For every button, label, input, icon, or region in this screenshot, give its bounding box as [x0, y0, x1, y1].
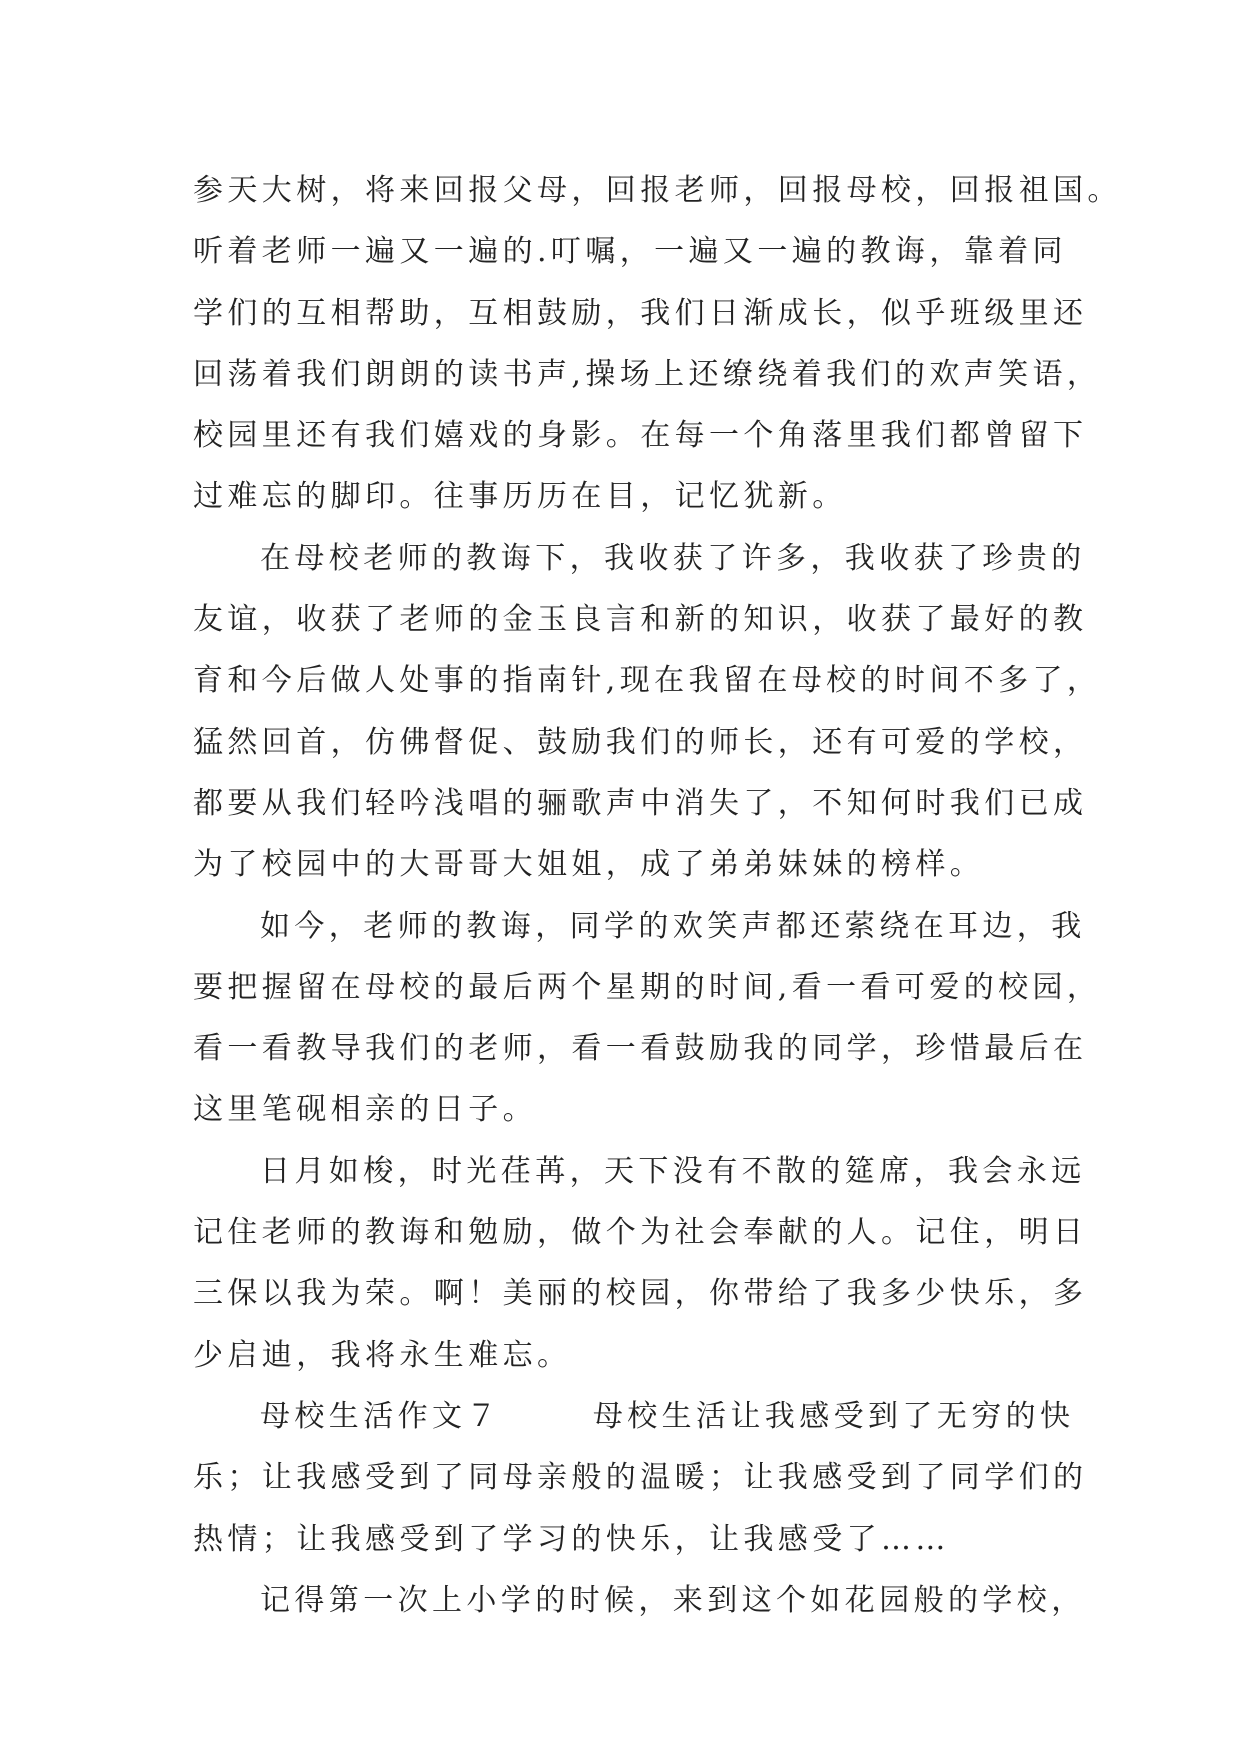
text-line: 三保以我为荣。啊！美丽的校园，你带给了我多少快乐，多 — [193, 1276, 1088, 1312]
text-line: 都要从我们轻吟浅唱的骊歌声中消失了，不知何时我们已成 — [193, 785, 1088, 821]
section-heading-line — [193, 1386, 1073, 1447]
text-line: 过难忘的脚印。往事历历在目，记忆犹新。 — [193, 479, 847, 515]
section-heading-title: 母校生活作文７ — [260, 1398, 501, 1434]
paragraph-start-line: 如今，老师的教诲，同学的欢笑声都还萦绕在耳边，我 — [260, 908, 1086, 944]
document-body — [193, 160, 1122, 1631]
text-line: 校园里还有我们嬉戏的身影。在每一个角落里我们都曾留下 — [193, 418, 1088, 454]
text-line: 听着老师一遍又一遍的.叮嘱，一遍又一遍的教诲，靠着同 — [193, 234, 1067, 270]
text-line: 记住老师的教诲和勉励，做个为社会奉献的人。记住，明日 — [193, 1215, 1088, 1251]
text-line: 要把握留在母校的最后两个星期的时间,看一看可爱的校园， — [193, 969, 1102, 1005]
paragraph-start-line: 记得第一次上小学的时候，来到这个如花园般的学校， — [260, 1582, 1086, 1618]
paragraph-start-line: 日月如梭，时光荏苒，天下没有不散的筵席，我会永远 — [260, 1153, 1086, 1189]
text-line: 猛然回首，仿佛督促、鼓励我们的师长，还有可爱的学校， — [193, 724, 1088, 760]
text-line: 少启迪，我将永生难忘。 — [193, 1337, 572, 1373]
text-line: 乐；让我感受到了同母亲般的温暖；让我感受到了同学们的 — [193, 1460, 1088, 1496]
text-line: 友谊，收获了老师的金玉良言和新的知识，收获了最好的教 — [193, 602, 1088, 638]
text-line: 育和今后做人处事的指南针,现在我留在母校的时间不多了， — [193, 663, 1102, 699]
text-line: 这里笔砚相亲的日子。 — [193, 1092, 537, 1128]
section-heading-text: 母校生活让我感受到了无穷的快 — [592, 1398, 1075, 1434]
text-line: 看一看教导我们的老师，看一看鼓励我的同学，珍惜最后在 — [193, 1031, 1088, 1067]
text-line: 学们的互相帮助，互相鼓励，我们日渐成长，似乎班级里还 — [193, 295, 1088, 331]
text-line: 回荡着我们朗朗的读书声,操场上还缭绕着我们的欢声笑语， — [193, 356, 1102, 392]
text-line: 为了校园中的大哥哥大姐姐，成了弟弟妹妹的榜样。 — [193, 847, 985, 883]
paragraph-start-line: 在母校老师的教诲下，我收获了许多，我收获了珍贵的 — [260, 540, 1086, 576]
text-line: 参天大树，将来回报父母，回报老师，回报母校，回报祖国。 — [193, 173, 1122, 208]
text-line: 热情；让我感受到了学习的快乐，让我感受了…… — [193, 1521, 950, 1557]
